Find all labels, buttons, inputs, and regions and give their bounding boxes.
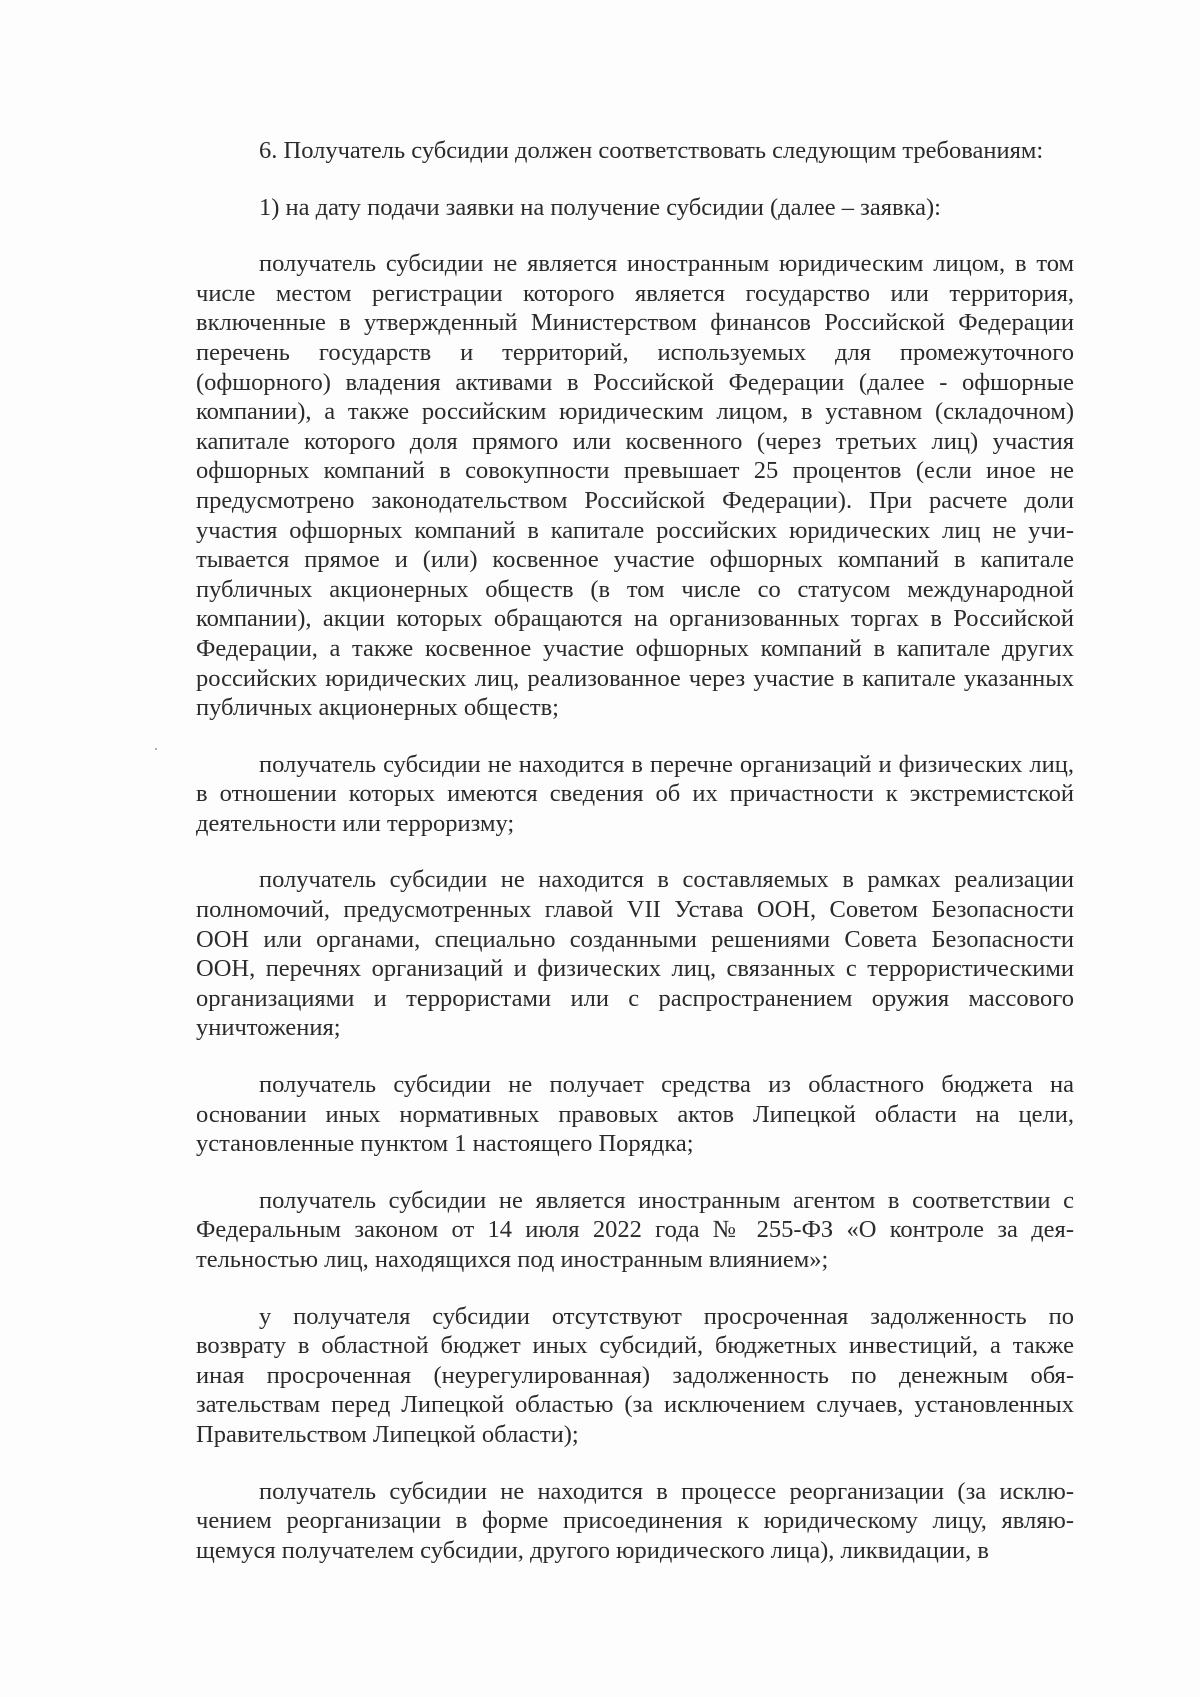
document-body	[196, 136, 1074, 1592]
paragraph-overdue-debt: у получателя субсидии отсутствуют просроченная задолженность по возврату в областной бюджет иных субсидий, бюджетных инвестиций, а также иная просроченная (неурегулированная) задолженность по денежным обязательствам перед Липецкой областью (за исключением случаев, установленных Правительством Липецкой области);	[196, 1302, 1074, 1448]
paragraph-foreign-agent: получатель субсидии не является иностранным агентом в соответствии с Федеральным законом от 14 июля 2022 года № 255-ФЗ «О контроле за деятельностью лиц, находящихся под иностранным влиянием»;	[196, 1186, 1074, 1273]
scan-artifact-dot	[155, 748, 157, 750]
paragraph-requirements-intro: 6. Получатель субсидии должен соответствовать следующим требованиям:	[259, 137, 1044, 164]
paragraph-regional-budget-funds: получатель субсидии не получает средства из областного бюджета на основании иных нормативных правовых актов Липецкой области на цели, установленные пунктом 1 настоящего Порядка;	[196, 1071, 1074, 1158]
paragraph-un-lists: получатель субсидии не находится в составляемых в рамках реализации полномочий, предусмотренных главой VII Устава ООН, Советом Безопасности ООН или органами, специально созданными решениями Совета Безопасности ООН, перечнях организаций и физических лиц, связанных с террористическими организациями и террористами или с распространением оружия массового уничтожения;	[196, 866, 1074, 1042]
paragraph-application-date: 1) на дату подачи заявки на получение субсидии (далее – заявка):	[259, 193, 941, 221]
paragraph-extremism-list: получатель субсидии не находится в перечне организаций и физических лиц, в отношении которых имеются сведения об их причастности к экстремистской деятельности или терроризму;	[196, 750, 1074, 837]
paragraph-offshore-status: получатель субсидии не является иностранным юридическим лицом, в том числе местом регистрации которого является государство или территория, включенные в утвержденный Министерством финансов Российской Федерации перечень государств и территорий, используемых для промежуточного (офшорного) владения активами в Российской Федерации (далее - офшорные компании), а также российским юридическим лицом, в уставном (складочном) капитале которого доля прямого или косвенного (через третьих лиц) участия офшорных компаний в совокупности превышает 25 процентов (если иное не предусмотрено законодательством Российской Федерации). При расчете доли участия офшорных компаний в капитале российских юридических лиц не учитывается прямое и (или) косвенное участие офшорных компаний в капитале публичных акционерных обществ (в том числе со статусом международной компании), акции которых обращаются на организованных торгах в Российской Федерации, а также косвенное участие офшорных компаний в капитале других российских юридических лиц, реализованное через участие в капитале указанных публичных акционерных обществ;	[196, 250, 1074, 722]
paragraph-reorganization: получатель субсидии не находится в процессе реорганизации (за исключением реорганизации в форме присоединения к юридическому лицу, являющемуся получателем субсидии, другого юридического лица), ликвидации, в	[196, 1477, 1074, 1564]
